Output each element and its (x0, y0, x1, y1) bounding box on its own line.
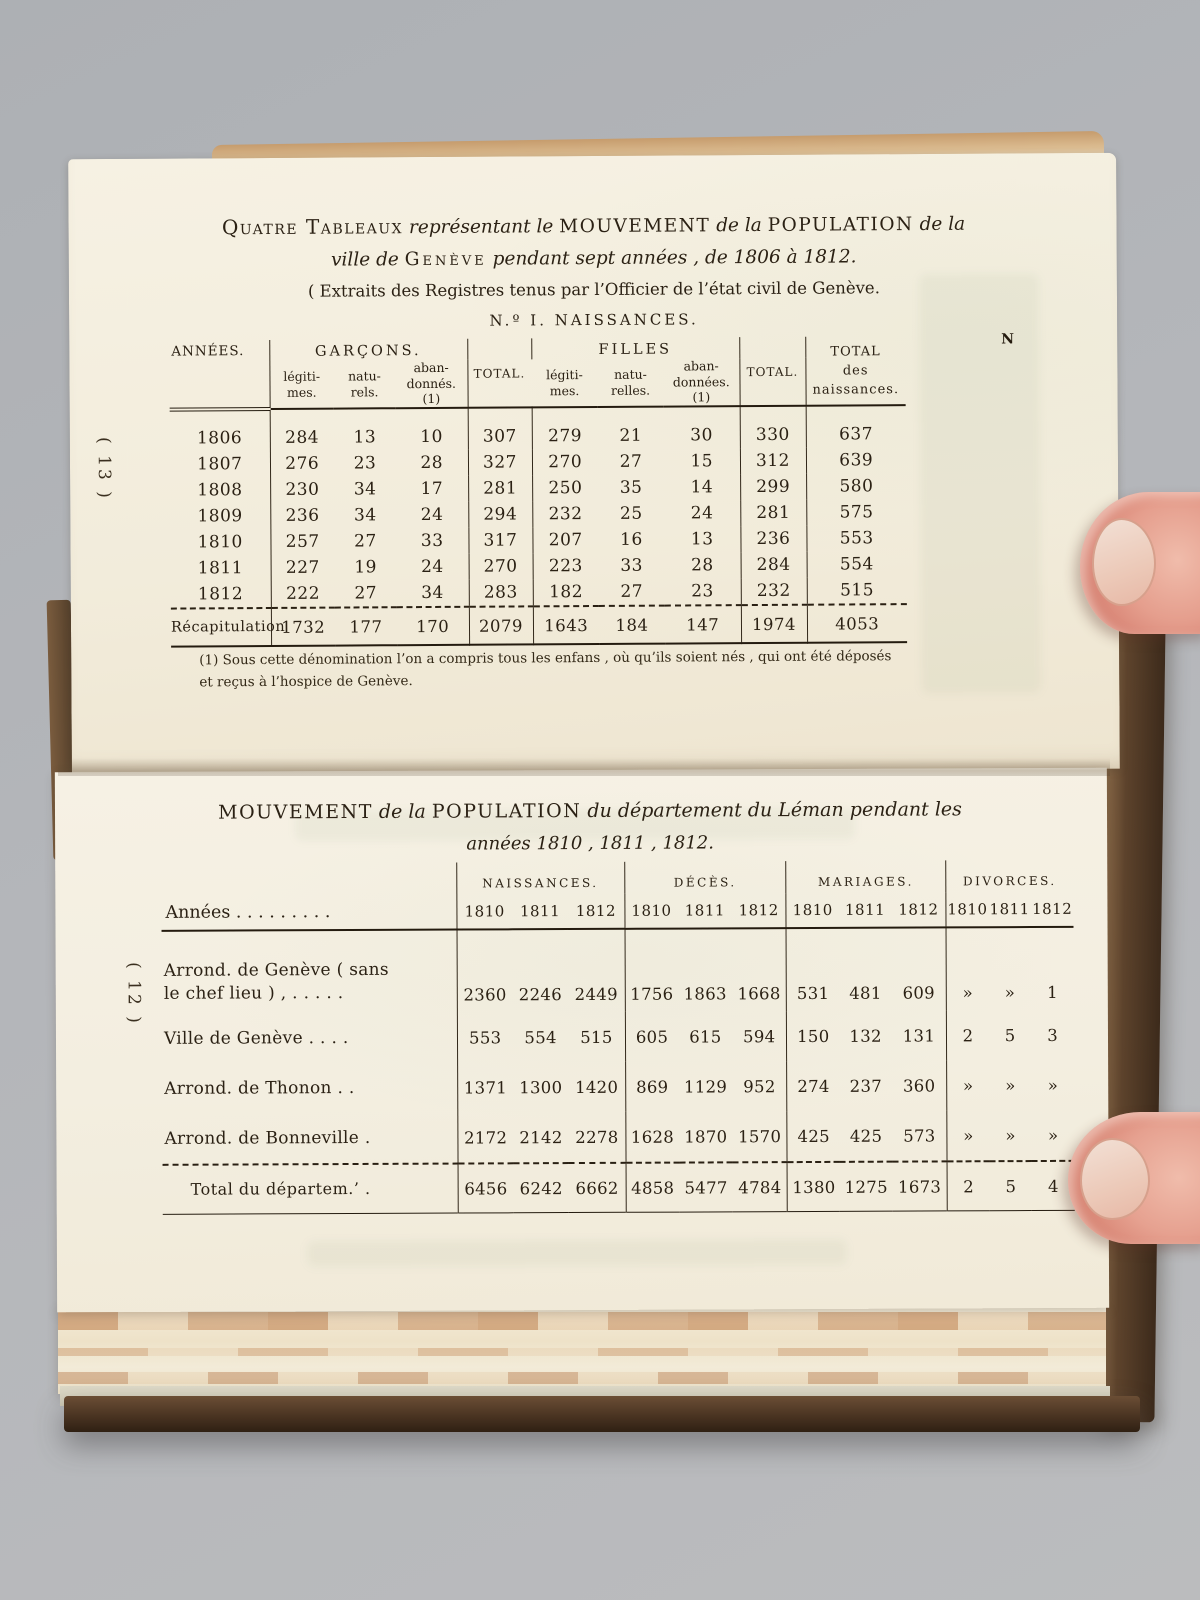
table-cell: 554 (524, 1027, 557, 1047)
table-cell: 30 (690, 424, 713, 445)
table-cell: 1756 (625, 929, 679, 1012)
table-cell: 580 (806, 473, 906, 500)
table-cell: 575 (806, 499, 906, 526)
table-cell: 1643 (533, 606, 599, 644)
table-cell: 24 (690, 503, 714, 524)
book-page-top (68, 153, 1120, 775)
table-cell: 13 (690, 529, 714, 550)
table-cell: Total du départem.’ . (163, 1164, 458, 1215)
table-cell: 34 (353, 479, 377, 500)
annees-label: Années . . . . . . . . . (165, 902, 331, 923)
table-cell: 317 (468, 527, 532, 553)
table-cell: » (1047, 1125, 1059, 1145)
table-cell: 28 (420, 452, 444, 474)
table-cell: 2172 (458, 1112, 514, 1163)
table-cell: 27 (354, 583, 378, 604)
table-cell: 2278 (575, 1127, 619, 1147)
group-divorces: DIVORCES. (946, 860, 1074, 893)
table-cell: » (947, 1060, 990, 1110)
table-cell: 609 (902, 983, 935, 1003)
title-line-1 (115, 792, 1065, 830)
col-legitimes-f: légiti- mes. (546, 367, 583, 398)
table-cell: 236 (270, 503, 334, 529)
department-table (161, 860, 1075, 1215)
top-page-title (118, 205, 1069, 336)
year-header: 1812 (898, 900, 939, 919)
col-annees: ANNÉES. (169, 340, 269, 410)
table-cell: 1420 (575, 1077, 619, 1097)
table-cell: 6242 (513, 1163, 569, 1213)
table-cell: 531 (786, 928, 839, 1011)
table-cell: 6662 (569, 1163, 626, 1213)
table-cell: 425 (787, 1111, 840, 1162)
table-cell: 1732 (271, 608, 335, 646)
table-cell: Ville de Genève . . . . (163, 1027, 349, 1049)
show-through-smudge (307, 1239, 847, 1267)
department-table-header (161, 860, 1073, 931)
table-cell: 1870 (684, 1126, 728, 1147)
table-cell: 2360 (457, 929, 513, 1012)
table-row (170, 405, 906, 451)
col-naturels-g: natu- rels. (348, 368, 381, 400)
col-total-naissances: TOTAL des naissances. (805, 336, 905, 406)
table-row (162, 927, 1074, 1014)
table-cell: 515 (580, 1027, 613, 1047)
table-cell: 5477 (679, 1162, 733, 1212)
table-cell: 177 (335, 607, 397, 645)
year-header: 1812 (1032, 899, 1073, 919)
table-cell: 236 (740, 526, 806, 552)
title-departement: du département du Léman pendant les (587, 798, 962, 822)
title-population: POPULATION (431, 800, 582, 823)
births-table (169, 336, 907, 647)
table-cell: 307 (468, 407, 532, 449)
table-cell: 284 (741, 552, 807, 578)
table-cell: 5 (990, 1161, 1033, 1211)
title-line-3: ( Extraits des Registres tenus par l’Officier de l’état civil de Genève. (307, 278, 880, 301)
title-mouvement: MOUVEMENT (218, 800, 373, 824)
table-cell: 553 (457, 1012, 513, 1062)
table-cell: 230 (270, 477, 334, 503)
book-cover-bottom (64, 1396, 1140, 1432)
table-cell: 1300 (519, 1077, 563, 1097)
bottom-page-title (115, 792, 1065, 863)
table-cell: » (947, 1110, 990, 1161)
fingernail (1080, 1138, 1150, 1220)
group-deces: DÉCÈS. (624, 861, 786, 894)
table1-caption: N.º I. NAISSANCES. (489, 309, 699, 330)
title-de-la-1: de la (716, 214, 762, 237)
table-cell: 24 (420, 504, 444, 526)
table-cell: » (1047, 1075, 1059, 1095)
table-cell: 1810 (197, 532, 243, 553)
table-cell: 35 (619, 477, 643, 498)
table-cell: 274 (787, 1061, 840, 1111)
table-cell: 1 (1047, 982, 1058, 1002)
table-row (171, 604, 907, 646)
title-representant-le: représentant le (408, 216, 554, 239)
table-cell: 10 (420, 426, 443, 447)
table-cell: 605 (625, 1012, 679, 1062)
page-gutter-shadow (58, 758, 1110, 776)
title-line-2: années 1810 , 1811 , 1812. (466, 832, 715, 855)
table-cell: 284 (270, 409, 334, 451)
table-cell: 4 (1032, 1161, 1075, 1211)
table-cell: 281 (468, 475, 532, 501)
table-row (162, 1110, 1074, 1165)
table-cell: 1668 (737, 984, 781, 1004)
table-cell: 13 (353, 426, 377, 447)
table-row (162, 1060, 1074, 1114)
title-de-la-2: de la (919, 213, 966, 236)
col-legitimes-g: légiti- mes. (269, 361, 333, 409)
title-geneve: Genève (404, 249, 487, 271)
table-cell: 23 (353, 453, 377, 474)
table-cell: 515 (807, 577, 907, 605)
table-cell: 4858 (626, 1163, 680, 1213)
table-cell: 1812 (197, 584, 244, 605)
table-cell: 1129 (683, 1076, 728, 1097)
group-filles: FILLES (531, 337, 739, 359)
table-cell: 1807 (197, 454, 243, 475)
table-cell: 2246 (518, 985, 563, 1005)
col-naturelles-f: natu- relles. (610, 366, 651, 398)
table-cell: 223 (533, 553, 599, 579)
title-pendant: pendant sept années , de 1806 à 1812. (492, 246, 857, 270)
empty-corner (161, 863, 456, 896)
table-cell: 553 (806, 525, 906, 552)
table-cell: 2449 (574, 984, 618, 1005)
table-cell: 1974 (741, 605, 807, 643)
table-cell: 23 (691, 581, 714, 602)
table-cell: 869 (625, 1062, 679, 1112)
table-cell: 1570 (738, 1126, 782, 1146)
table-cell: 131 (902, 1025, 936, 1046)
table-cell: 1275 (840, 1162, 893, 1212)
year-header: 1810 (786, 893, 839, 928)
year-header: 1812 (575, 901, 617, 921)
table-cell: 250 (532, 475, 598, 501)
table-cell: 3 (1047, 1025, 1059, 1045)
table-cell: 222 (271, 581, 335, 608)
table-cell: 4053 (807, 604, 907, 643)
table-cell: Récapitulation (171, 608, 271, 647)
fingernail (1092, 518, 1156, 606)
table-cell: 330 (740, 406, 806, 448)
signature-mark: N (1001, 331, 1015, 348)
table-cell: 16 (620, 529, 643, 550)
table-cell: 237 (849, 1076, 883, 1096)
department-table-body (162, 927, 1075, 1214)
births-table-header (169, 336, 905, 409)
table-cell: Arrond. de Genève ( sans le chef lieu ) , . . . . . (163, 959, 389, 1004)
table-cell: 25 (619, 503, 643, 524)
table-cell: 1673 (892, 1161, 947, 1211)
table-cell: 1863 (683, 984, 727, 1004)
table-cell: 2079 (469, 606, 533, 644)
year-header: 1811 (519, 902, 561, 921)
title-line-1 (118, 205, 1068, 246)
group-garcons: GARÇONS. (269, 339, 467, 361)
table-cell: 170 (397, 607, 469, 645)
year-header: 1812 (738, 901, 779, 920)
year-header: 1811 (989, 900, 1030, 919)
group-mariages: MARIAGES. (786, 860, 946, 893)
table-cell: 270 (469, 553, 533, 579)
table-cell: 952 (743, 1076, 776, 1096)
table-cell: 2 (947, 1161, 990, 1211)
table-cell: 33 (620, 555, 643, 576)
table-cell: 207 (532, 527, 598, 553)
foxing-streak (58, 1372, 1106, 1384)
table-cell: 425 (849, 1126, 883, 1146)
table-cell: 1628 (625, 1112, 679, 1163)
group-naissances: NAISSANCES. (456, 862, 624, 895)
foxing-streak (58, 1312, 1106, 1330)
table-cell: 21 (619, 425, 643, 446)
births-table-body (170, 405, 907, 646)
table-cell: 27 (619, 451, 643, 472)
table-cell: 184 (599, 606, 665, 644)
footnote (199, 646, 999, 694)
table-cell: 147 (665, 605, 741, 643)
page-number-13: ( 13 ) (93, 437, 115, 501)
table-cell: » (1005, 1125, 1016, 1145)
table-cell: 299 (740, 474, 806, 500)
table-cell: 28 (690, 555, 714, 576)
table-cell: 182 (533, 579, 599, 606)
page-number-12: ( 12 ) (123, 962, 144, 1026)
year-header: 1810 (457, 894, 513, 929)
table-cell: 279 (532, 407, 598, 449)
table-cell: 360 (902, 1075, 936, 1096)
col-abandonnees-f: aban- données. (1) (672, 358, 730, 405)
table-cell: 14 (690, 477, 714, 498)
table-cell: 283 (469, 579, 533, 606)
table-cell: 6456 (458, 1163, 514, 1213)
table-cell: 4784 (733, 1162, 788, 1212)
table-row (162, 1010, 1074, 1064)
table-cell: 19 (354, 557, 378, 578)
table-cell: 132 (849, 1026, 882, 1046)
table-cell: 33 (420, 530, 444, 552)
table-cell: » (1005, 1075, 1016, 1095)
table-cell: 615 (689, 1026, 722, 1047)
table-cell: 227 (271, 555, 335, 581)
table-cell: 257 (270, 529, 334, 555)
table-cell: 1808 (197, 480, 243, 501)
table-cell: 27 (620, 581, 644, 602)
table-cell: 1811 (197, 558, 244, 579)
title-mouvement: MOUVEMENT (559, 215, 711, 238)
year-header: 1811 (684, 901, 725, 920)
footnote-line-2: et reçus à l’hospice de Genève. (199, 672, 413, 691)
table-cell: » (1004, 983, 1016, 1003)
table-cell: 232 (532, 501, 598, 527)
col-total-garcons: TOTAL. (467, 338, 531, 407)
show-through-smudge (919, 273, 1042, 694)
table-cell: 34 (421, 582, 444, 604)
foxing-streak (58, 1348, 1106, 1356)
table-cell: 1806 (196, 428, 243, 449)
table-cell: 15 (690, 451, 714, 472)
book-page-bottom (55, 768, 1109, 1313)
table-cell: Arrond. de Bonneville . (164, 1127, 371, 1149)
table-cell: 481 (849, 983, 882, 1003)
title-quatre-tableaux: Quatre Tableaux (221, 214, 404, 240)
table-cell: 637 (806, 405, 906, 448)
table-cell: 294 (468, 501, 532, 527)
table-cell: 554 (807, 551, 907, 578)
title-population: POPULATION (767, 214, 914, 236)
table-cell: 281 (740, 500, 806, 526)
table-cell: 232 (741, 578, 807, 605)
col-total-filles: TOTAL. (739, 337, 805, 406)
year-header: 1811 (844, 900, 886, 919)
title-de-la: de la (378, 800, 426, 823)
table-cell: 1809 (197, 506, 243, 527)
table-cell: Arrond. de Thonon . . (164, 1077, 355, 1099)
table-cell: 27 (354, 531, 377, 552)
table-cell: 327 (468, 449, 532, 475)
table-cell: 2 (946, 1010, 989, 1060)
table-cell: 270 (532, 449, 598, 475)
footnote-line-1: (1) Sous cette dénomination l’on a compris tous les enfans , où qu’ils soient nés , qui ont été déposés (199, 648, 892, 669)
year-header: 1810 (946, 892, 989, 927)
table-cell: 150 (787, 1011, 840, 1061)
table-cell: 639 (806, 447, 906, 474)
table-row (163, 1161, 1075, 1214)
table-cell: 24 (420, 556, 444, 578)
table-cell: 312 (740, 448, 806, 474)
col-abandonnes-g: aban- donnés. (1) (406, 360, 457, 407)
table-cell: 276 (270, 451, 334, 477)
table-cell: 1371 (457, 1062, 513, 1112)
table-cell: » (946, 927, 989, 1010)
table-cell: 594 (742, 1026, 776, 1046)
table-cell: 5 (1004, 1025, 1016, 1045)
table-cell: 17 (420, 478, 444, 500)
year-header: 1810 (624, 894, 678, 929)
table-cell: 573 (903, 1125, 936, 1146)
table-cell: 1380 (787, 1162, 840, 1212)
table-cell: 2142 (519, 1127, 563, 1147)
title-ville-de: ville de (330, 249, 399, 271)
table-cell: 34 (353, 505, 377, 526)
